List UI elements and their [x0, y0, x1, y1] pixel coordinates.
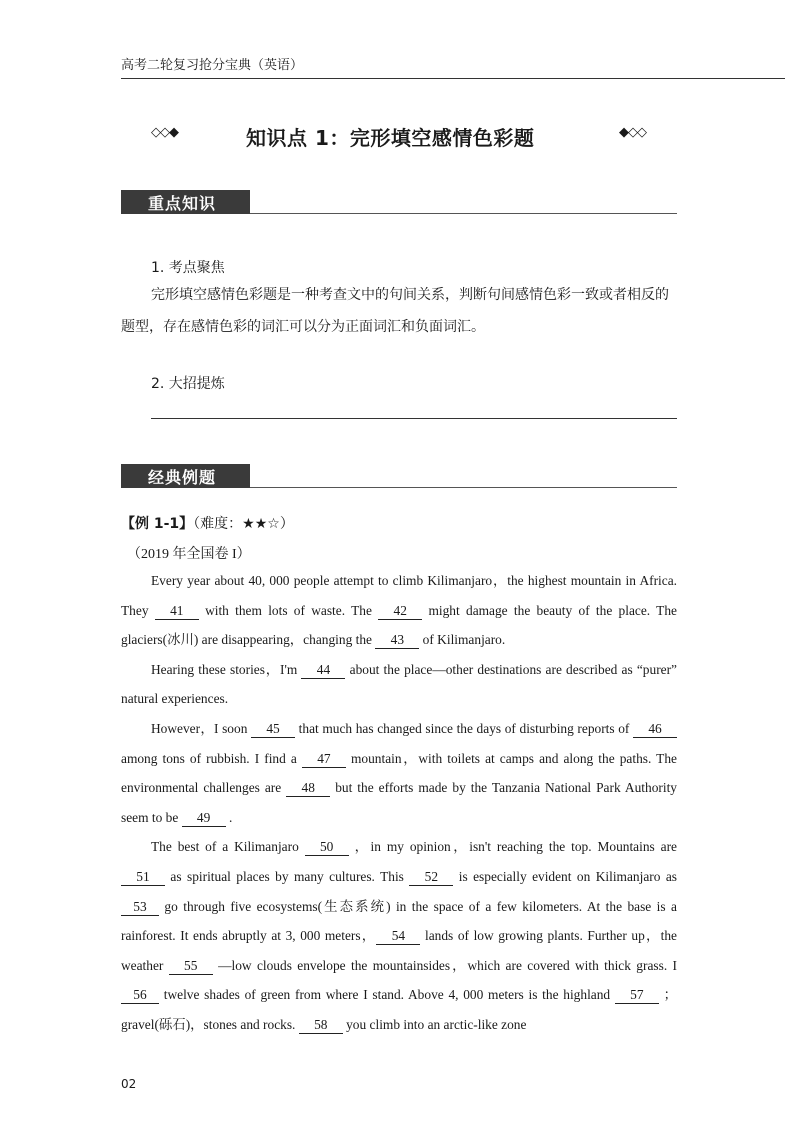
passage-paragraph: The best of a Kilimanjaro 50 ，in my opinion，isn't reaching the top. Mountains are 51 as spiritual places by many cultures. This 52 is especially evident on Kilimanjaro as 53 go through five ecosystems(生态系统) in the space of a few kilometers. At the base is a rainforest. It ends abruptly at 3, 000 meters， 54 lands of low growing plants. Further up，the weather 55 —low clouds envelope the mountainsides，which are covered with thick grass. I 56 twelve shades of green from where I stand. Above 4, 000 meters is the highland 57 ；gravel(砾石)，stones and rocks. 58 you climb into an arctic-like zone: [121, 839, 677, 1032]
passage-paragraph: However，I soon 45 that much has changed since the days of disturbing reports of 46 among tons of rubbish. I find a 47 mountain，with toilets at camps and along the paths. The environmental challenges are 48 but the efforts made by the Tanzania National Park Authority seem to be 49 .: [121, 720, 677, 825]
cloze-blank: 42: [378, 602, 422, 620]
cloze-blank: 53: [121, 898, 159, 916]
cloze-blank: 45: [251, 720, 295, 738]
example-source: （2019 年全国卷 I）: [127, 547, 251, 562]
section-header-classic-examples: [121, 464, 677, 488]
cloze-passage: [121, 566, 677, 1040]
cloze-blank: 46: [633, 720, 677, 738]
page-number: 02: [121, 1077, 137, 1091]
header-divider: [121, 78, 785, 79]
passage-paragraph: Every year about 40, 000 people attempt to climb Kilimanjaro，the highest mountain in Africa. They 41 with them lots of waste. The 42 might damage the beauty of the place. The glaciers(冰川) are disappearing，changing the 43 of Kilimanjaro.: [121, 573, 677, 648]
page-title: 知识点 1：完形填空感情色彩题: [246, 126, 535, 150]
book-header-title: 高考二轮复习抢分宝典（英语）: [121, 58, 304, 73]
cloze-blank: 50: [305, 838, 349, 856]
example-heading: [121, 513, 294, 533]
section-header-rule: [250, 487, 677, 488]
diamond-ornament-right-icon: ◆◇◇: [619, 125, 646, 140]
cloze-blank: 56: [121, 986, 159, 1004]
section-header-label: 经典例题: [148, 468, 217, 487]
cloze-blank: 41: [155, 602, 199, 620]
tips-answer-line: [151, 418, 677, 419]
cloze-blank: 57: [615, 986, 659, 1004]
cloze-blank: 54: [376, 927, 420, 945]
cloze-blank: 49: [182, 809, 226, 827]
cloze-blank: 52: [409, 868, 453, 886]
section-header-key-knowledge: [121, 190, 677, 214]
section-header-rule: [250, 213, 677, 214]
topic-title-row: [0, 122, 800, 148]
cloze-blank: 47: [302, 750, 346, 768]
cloze-blank: 43: [375, 631, 419, 649]
example-label: 【例 1-1】: [121, 516, 194, 532]
tips-heading: 2. 大招提炼: [151, 376, 225, 392]
cloze-blank: 51: [121, 868, 165, 886]
section-header-label: 重点知识: [148, 194, 217, 213]
cloze-blank: 55: [169, 957, 213, 975]
cloze-blank: 48: [286, 779, 330, 797]
example-difficulty: （难度：★★☆）: [193, 516, 294, 532]
focus-paragraph: 完形填空感情色彩题是一种考查文中的句间关系，判断句间感情色彩一致或者相反的题型，存在感情色彩的词汇可以分为正面词汇和负面词汇。: [121, 287, 669, 335]
cloze-blank: 58: [299, 1016, 343, 1034]
cloze-blank: 44: [301, 661, 345, 679]
focus-heading: 1. 考点聚焦: [151, 260, 225, 276]
passage-paragraph: Hearing these stories，I'm 44 about the place—other destinations are described as “purer” natural experiences.: [121, 661, 677, 707]
diamond-ornament-left-icon: ◇◇◆: [151, 125, 178, 140]
